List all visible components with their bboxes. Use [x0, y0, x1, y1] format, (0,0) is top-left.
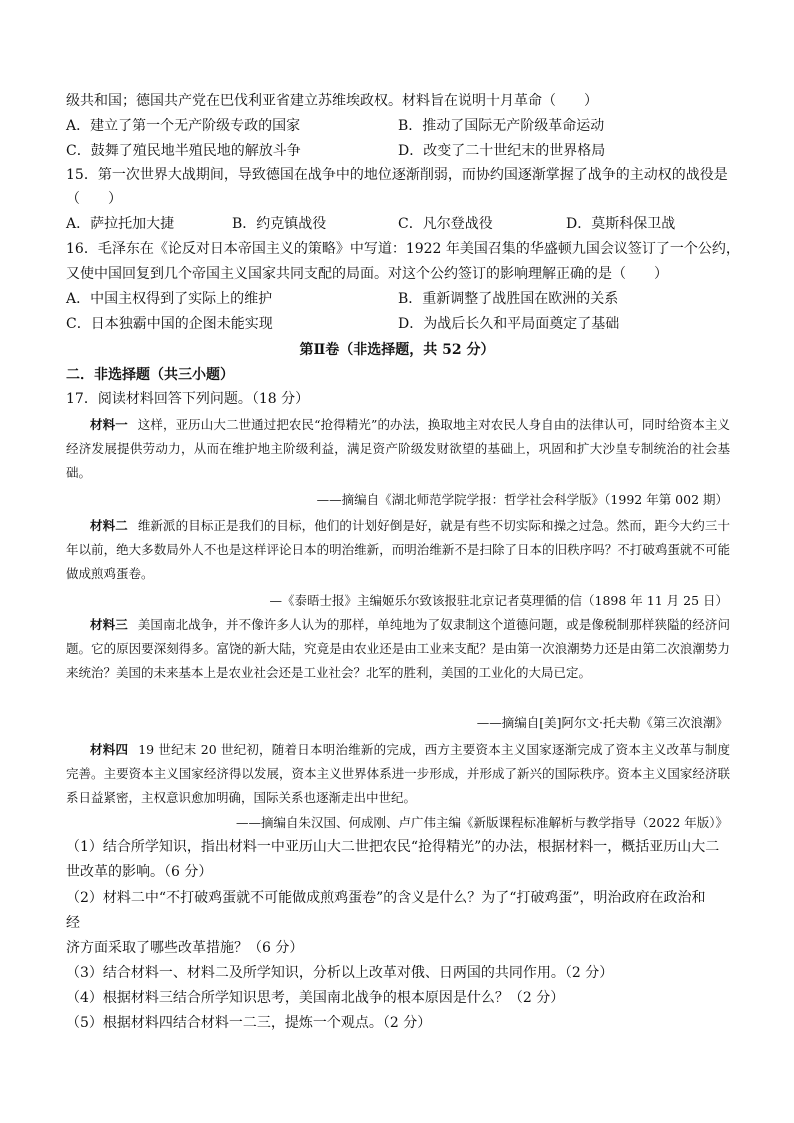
q17-material-2: [66, 514, 730, 586]
q15-option-c[interactable]: C．凡尔登战役: [398, 216, 493, 232]
material-1-source: ——摘编自《湖北师范学院学报：哲学社会科学版》（1992 年第 002 期）: [316, 492, 728, 507]
material-2-text: 维新派的目标正是我们的目标，他们的计划好倒是好，就是有些不切实际和操之过急。然而，距今大约三十年以前，绝大多数局外人不也是这样评论日本的明治维新，而明治维新不是扫除了日本的旧秩序吗？不打破鸡蛋就不可能做成煎鸡蛋卷。: [66, 518, 730, 581]
q17-intro: 17．阅读材料回答下列问题。（18 分）: [66, 391, 310, 407]
material-2-label: 材料二: [90, 518, 128, 533]
q17-material-4: [66, 738, 730, 810]
q17-sub-1-line2: 世改革的影响。（6 分）: [66, 864, 213, 880]
q17-material-3: [66, 613, 730, 685]
material-3-label: 材料三: [90, 617, 128, 632]
q17-material-1: [66, 413, 730, 485]
part2-section-heading: 二．非选择题（共三小题）: [66, 367, 234, 383]
q17-sub-2-line2: 经: [66, 915, 80, 931]
q17-sub-5: （5）根据材料四结合材料一二三，提炼一个观点。（2 分）: [66, 1015, 432, 1031]
q15-stem-line1: 15．第一次世界大战期间，导致德国在战争中的地位逐渐削弱，而协约国逐渐掌握了战争的主动权的战役是: [66, 167, 728, 183]
q16-option-d[interactable]: D．为战后长久和平局面奠定了基础: [398, 316, 620, 332]
q16-stem-line2: 又使中国回复到几个帝国主义国家共同支配的局面。对这个公约签订的影响理解正确的是（ ）: [66, 266, 668, 282]
q14-option-c[interactable]: C．鼓舞了殖民地半殖民地的解放斗争: [66, 143, 301, 159]
material-2-source: —《泰晤士报》主编姬乐尔致该报驻北京记者莫理循的信（1898 年 11 月 25 日）: [269, 593, 728, 608]
q15-option-b[interactable]: B．约克镇战役: [232, 216, 327, 232]
q14-stem-tail: 级共和国；德国共产党在巴伐利亚省建立苏维埃政权。材料旨在说明十月革命（ ）: [66, 93, 598, 109]
q14-option-d[interactable]: D．改变了二十世纪末的世界格局: [398, 143, 606, 159]
material-3-source: ——摘编自[美]阿尔文·托夫勒《第三次浪潮》: [476, 715, 728, 730]
q16-option-a[interactable]: A．中国主权得到了实际上的维护: [66, 291, 273, 307]
q15-stem-line2: （ ）: [66, 191, 122, 207]
q16-stem-line1: 16．毛泽东在《论反对日本帝国主义的策略》中写道：1922 年美国召集的华盛顿九国会议签订了一个公约，: [66, 241, 740, 257]
q17-sub-3: （3）结合材料一、材料二及所学知识，分析以上改革对俄、日两国的共同作用。（2 分）: [66, 965, 614, 981]
q17-sub-2-line1: （2）材料二中“不打破鸡蛋就不可能做成煎鸡蛋卷”的含义是什么？为了“打破鸡蛋”，明治政府在政治和: [66, 890, 706, 906]
q15-option-a[interactable]: A．萨拉托加大捷: [66, 216, 175, 232]
material-4-source: ——摘编自朱汉国、何成刚、卢广伟主编《新版课程标准解析与教学指导（2022 年版）》: [235, 815, 728, 830]
q16-option-b[interactable]: B．重新调整了战胜国在欧洲的关系: [398, 291, 619, 307]
q17-sub-4: （4）根据材料三结合所学知识思考，美国南北战争的根本原因是什么？（2 分）: [66, 990, 565, 1006]
material-1-text: 这样，亚历山大二世通过把农民“抢得精光”的办法，换取地主对农民人身自由的法律认可，同时给资本主义经济发展提供劳动力，从而在维护地主阶级利益，满足资产阶级发财欲望的基础上，巩固和扩大沙皇专制统治的社会基础。: [66, 417, 730, 480]
q14-option-a[interactable]: A．建立了第一个无产阶级专政的国家: [66, 118, 301, 134]
q16-option-c[interactable]: C．日本独霸中国的企图未能实现: [66, 316, 273, 332]
q17-sub-1-line1: （1）结合所学知识，指出材料一中亚历山大二世把农民“抢得精光”的办法，根据材料一，概括亚历山大二: [66, 839, 720, 855]
q17-sub-2-line3: 济方面采取了哪些改革措施？（6 分）: [66, 940, 304, 956]
material-1-label: 材料一: [90, 417, 128, 432]
material-4-label: 材料四: [90, 742, 129, 757]
material-4-text: 19 世纪末 20 世纪初，随着日本明治维新的完成，西方主要资本主义国家逐渐完成了资本主义改革与制度完善。主要资本主义国家经济得以发展，资本主义世界体系进一步形成，并形成了新兴的国际秩序。资本主义国家经济联系日益紧密，主权意识愈加明确，国际关系也逐渐走出中世纪。: [66, 742, 730, 805]
q14-option-b[interactable]: B．推动了国际无产阶级革命运动: [398, 118, 605, 134]
part2-title: 第Ⅱ卷（非选择题，共 52 分）: [299, 342, 495, 358]
material-3-text: 美国南北战争，并不像许多人认为的那样，单纯地为了奴隶制这个道德问题，或是像税制那样狭隘的经济问题。它的原因要深刻得多。富饶的新大陆，究竟是由农业还是由工业来支配？是由第一次浪潮势力还是由第二次浪潮势力来统治？美国的未来基本上是农业社会还是工业社会？北军的胜利，美国的工业化的大局已定。: [66, 617, 730, 680]
q15-option-d[interactable]: D．莫斯科保卫战: [566, 216, 676, 232]
